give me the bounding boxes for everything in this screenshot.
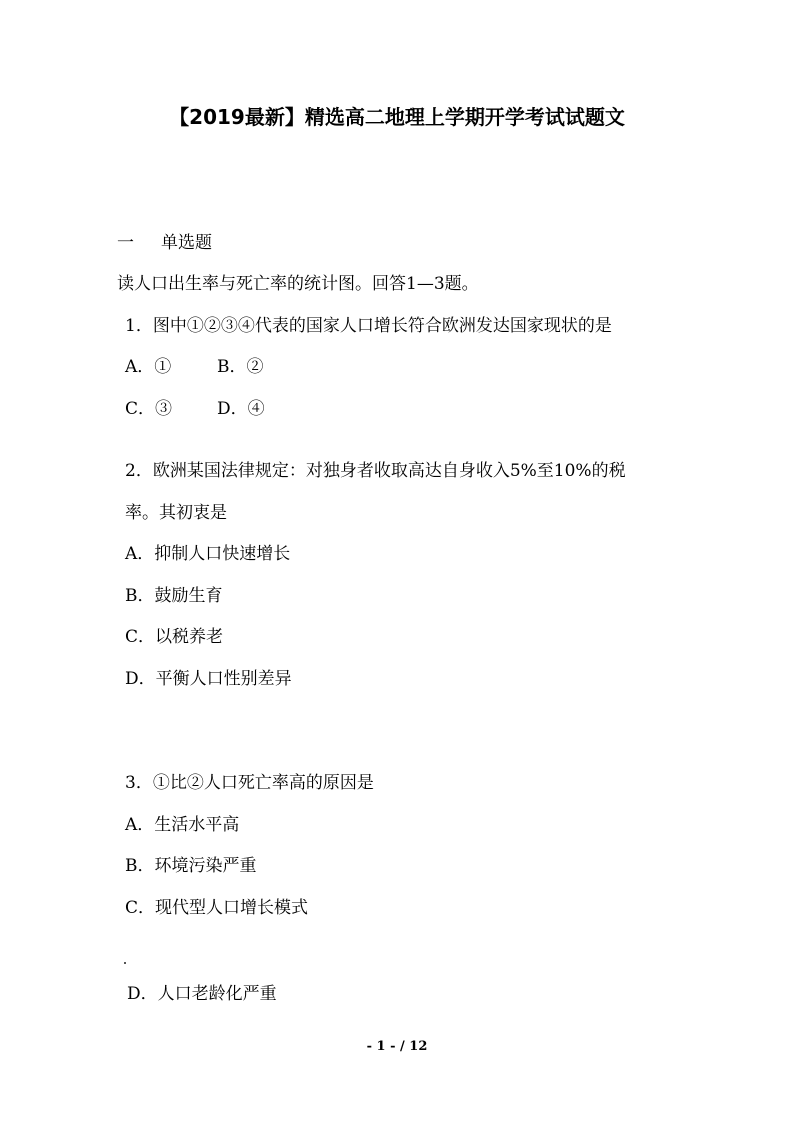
question-2-option-a: A．抑制人口快速增长 xyxy=(125,544,291,564)
question-3-option-b: B．环境污染严重 xyxy=(125,856,257,876)
question-1-option-a: A．① xyxy=(125,357,172,377)
section-label: 单选题 xyxy=(161,233,212,253)
question-3-option-c: C．现代型人口增长模式 xyxy=(125,898,309,918)
stray-dot xyxy=(124,962,126,964)
question-3-option-d: D．人口老龄化严重 xyxy=(127,984,277,1004)
question-3-option-a: A．生活水平高 xyxy=(125,815,240,835)
section-number: 一 xyxy=(117,233,134,253)
question-2-option-c: C．以税养老 xyxy=(125,627,224,647)
question-2-stem-line2: 率。其初衷是 xyxy=(125,503,227,523)
question-2-option-d: D．平衡人口性别差异 xyxy=(125,669,292,689)
question-1-option-c: C．③ xyxy=(125,399,173,419)
question-3-stem: 3．①比②人口死亡率高的原因是 xyxy=(125,773,374,793)
intro-text: 读人口出生率与死亡率的统计图。回答1—3题。 xyxy=(117,274,479,294)
question-1-option-d: D．④ xyxy=(217,399,265,419)
question-1-option-b: B．② xyxy=(217,357,264,377)
question-2-option-b: B．鼓励生育 xyxy=(125,586,223,606)
page-footer: - 1 - / 12 xyxy=(366,1039,428,1054)
document-title: 【2019最新】精选高二地理上学期开学考试试题文 xyxy=(169,105,625,129)
question-2-stem-line1: 2．欧洲某国法律规定：对独身者收取高达自身收入5%至10%的税 xyxy=(125,461,626,481)
question-1-stem: 1．图中①②③④代表的国家人口增长符合欧洲发达国家现状的是 xyxy=(125,316,612,336)
